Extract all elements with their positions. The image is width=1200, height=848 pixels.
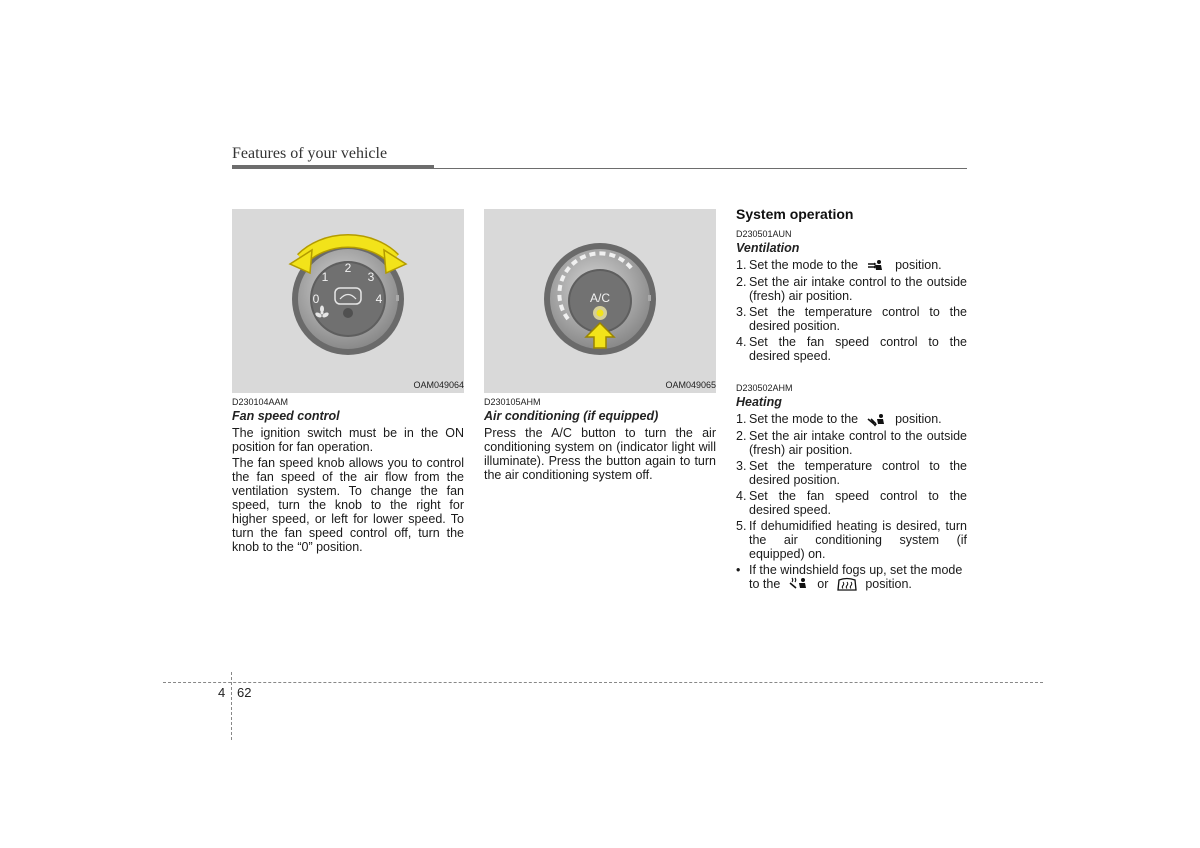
ac-para-1: Press the A/C button to turn the air conditioning system on (indicator light will illuminate). Press the button again to turn the air conditioning system off. <box>484 426 716 482</box>
header-rule-thick <box>232 165 434 169</box>
fan-speed-body <box>232 426 464 556</box>
list-item: 5. If dehumidified heating is desired, turn the air conditioning system (if equipped) on. <box>736 518 967 561</box>
ventilation-steps <box>736 258 967 365</box>
floor-defrost-mode-icon <box>788 577 810 591</box>
floor-mode-icon <box>866 413 888 427</box>
list-item: 1. Set the mode to the position. <box>736 412 942 426</box>
list-item: 4. Set the fan speed control to the desired speed. <box>736 488 967 517</box>
list-item: 2. Set the air intake control to the outside (fresh) air position. <box>736 274 967 303</box>
list-item: 3. Set the temperature control to the desired position. <box>736 458 967 487</box>
knob-number-3: 3 <box>367 270 375 284</box>
page-header-title: Features of your vehicle <box>232 145 388 162</box>
knob-indicator <box>343 308 353 318</box>
fan-speed-para-2: The fan speed knob allows you to control the fan speed of the air flow from the ventilation system. To change the fan speed, turn the knob to the right for higher speed, or left for lower speed. To turn the fan speed control off, turn the knob to the “0” position. <box>232 456 464 554</box>
section-title-system-operation: System operation <box>736 206 854 222</box>
heating-steps <box>736 412 967 593</box>
fan-speed-para-1: The ignition switch must be in the ON position for fan operation. <box>232 426 464 454</box>
footer-vertical-divider <box>231 672 232 740</box>
page-section-number: 4 <box>218 685 226 700</box>
ac-button-label: A/C <box>589 291 611 305</box>
list-item: 1. Set the mode to the position. <box>736 258 942 272</box>
subhead-ventilation: Ventilation <box>736 241 800 255</box>
ref-code-ventilation: D230501AUN <box>736 229 792 239</box>
vent-mode-icon <box>866 259 888 273</box>
list-item-bullet: • If the windshield fogs up, set the mode to the or position. <box>736 562 963 591</box>
indicator-light-icon <box>593 306 607 320</box>
ref-code-heating: D230502AHM <box>736 383 793 393</box>
subhead-heating: Heating <box>736 395 782 409</box>
knob-number-4: 4 <box>375 292 383 306</box>
subhead-fan-speed: Fan speed control <box>232 409 340 423</box>
fan-speed-figure <box>232 209 464 393</box>
list-item: 4. Set the fan speed control to the desired speed. <box>736 334 967 363</box>
ref-code-ac: D230105AHM <box>484 397 541 407</box>
knob-number-2: 2 <box>344 261 352 275</box>
defrost-mode-icon <box>836 577 858 591</box>
page-number: 62 <box>237 685 252 700</box>
footer-divider <box>163 682 1043 683</box>
header-rule-thin <box>434 168 967 169</box>
list-item: 3. Set the temperature control to the desired position. <box>736 304 967 333</box>
knob-number-1: 1 <box>321 270 329 284</box>
fan-speed-knob-illustration <box>232 209 464 393</box>
ac-button-illustration <box>484 209 716 393</box>
ac-figure <box>484 209 716 393</box>
figure-code: OAM049065 <box>665 380 716 390</box>
knob-number-0: 0 <box>312 292 320 306</box>
ac-body <box>484 426 716 484</box>
figure-code: OAM049064 <box>413 380 464 390</box>
subhead-air-conditioning: Air conditioning (if equipped) <box>484 409 659 423</box>
ref-code-fan: D230104AAM <box>232 397 289 407</box>
list-item: 2. Set the air intake control to the outside (fresh) air position. <box>736 428 967 457</box>
